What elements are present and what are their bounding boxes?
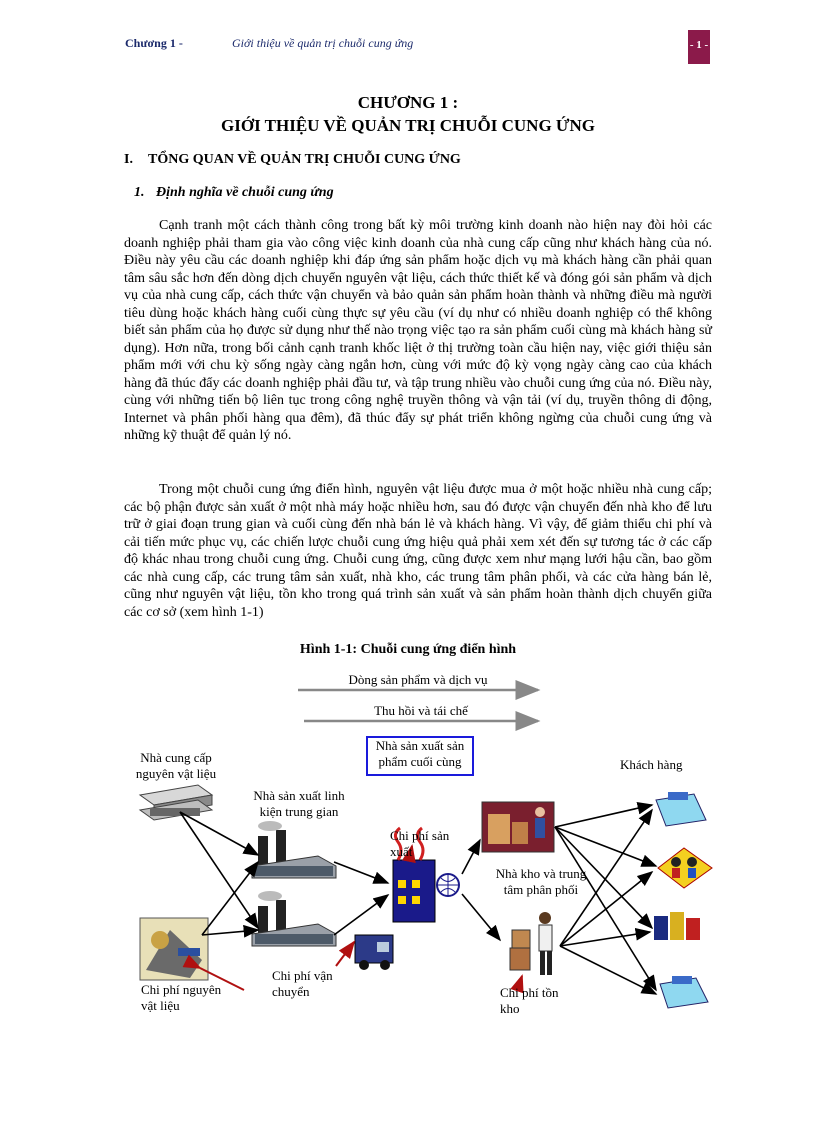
figure-title: Hình 1-1: Chuỗi cung ứng điển hình xyxy=(299,642,517,657)
inventory-worker-icon xyxy=(510,912,552,975)
paragraph-1: Cạnh tranh một cách thành công trong bất kỳ môi trường kinh doanh nào hiện nay đòi hỏi các doanh nghiệp phải tham gia vào công việc kinh doanh của nhà cung cấp cũng như khách hàng của nó. Điều này yêu cầu các doanh nghiệp khi đáp ứng sản phẩm hoặc dịch vụ mà khách hàng cần phải quan tâm sâu sắc hơn đến dòng dịch chuyển nguyên vật liệu, cách thức thiết kế và đóng gói sản phẩm và dịch vụ của nhà cung cấp, cách thức vận chuyển và bảo quản sản phẩm hoàn thành và những điều mà người tiêu dùng hoặc khách hàng cuối cùng thực sự yêu cầu (ví dụ như có nhiều doanh nghiệp có thể không biết sản phẩm của họ được sử dụng như thế nào trọng việc tạo ra sản phẩm cuối cùng mà khách hàng sử dụng). Hơn nữa, trong bối cảnh cạnh tranh khốc liệt ở thị trường toàn cầu hiện nay, việc giới thiệu sản phẩm mới với chu kỳ sống ngày càng ngắn hơn, cùng với mức độ kỳ vọng ngày càng cao của khách hàng đã thúc đẩy các doanh nghiệp phải đầu tư, và tập trung nhiều vào chuỗi cung ứng của nó. Điều này, cùng với những tiến bộ liên tục trong công nghệ truyền thông và vận tải (ví dụ, truyền thông di động, Internet và phân phối hàng qua đêm), đã thúc đẩy sự phát triển không ngừng của chuỗi cung ứng và những kỹ thuật để quản lý nó. xyxy=(124,218,712,443)
factory-icon-bottom xyxy=(252,891,336,946)
final-producer-box: Nhà sản xuất sản phẩm cuối cùng xyxy=(366,736,474,776)
cash-register-icon-1 xyxy=(656,792,706,826)
raw-materials-icon xyxy=(140,918,208,980)
factory-icon-top xyxy=(252,821,336,878)
warehouse-icon xyxy=(482,802,554,852)
subsection-title: Định nghĩa về chuỗi cung ứng xyxy=(156,185,334,200)
header-chapter: Chương 1 - xyxy=(125,36,183,50)
chapter-number: CHƯƠNG 1 : xyxy=(357,93,459,112)
customers-label: Khách hàng xyxy=(620,757,683,772)
truck-icon xyxy=(355,935,393,970)
steel-beam-icon xyxy=(140,785,212,820)
transport-cost-label: Chi phí vận chuyển xyxy=(272,968,333,999)
section-title: TỔNG QUAN VỀ QUẢN TRỊ CHUỖI CUNG ỨNG xyxy=(148,152,461,167)
production-cost-label: Chi phí sản xuất xyxy=(390,828,450,859)
chapter-title: GIỚI THIỆU VỀ QUẢN TRỊ CHUỖI CUNG ỨNG xyxy=(221,116,595,135)
subsection-number: 1. xyxy=(134,185,145,200)
component-maker-label: Nhà sản xuất linh kiện trung gian xyxy=(253,788,345,819)
warehouse-label: Nhà kho và trung tâm phân phối xyxy=(495,866,587,897)
inventory-cost-label: Chi phí tồn kho xyxy=(500,985,559,1016)
paragraph-2: Trong một chuỗi cung ứng điển hình, nguyên vật liệu được mua ở một hoặc nhiều nhà cung cấp; các bộ phận được sản xuất ở một nhà máy hoặc nhiều hơn, sau đó được vận chuyển đến nhà kho để lưu trữ ở giai đoạn trung gian và cuối cùng đến nhà bán lẻ và khách hàng. Vì vậy, để giảm thiểu chi phí và cải tiến mức phục vụ, các chiến lược chuỗi cung ứng hiệu quả phải xem xét đến sự tương tác ở các cấp độ khác nhau trong chuỗi cung ứng. Chuỗi cung ứng, cũng được xem như mạng lưới hậu cần, bao gồm các nhà cung cấp, các trung tâm sản xuất, nhà kho, các trung tâm phân phối, và các cửa hàng bán lẻ, cũng như nguyên vật liệu, tồn kho trong quá trình sản xuất và sản phẩm hoàn thành dịch chuyển giữa các cơ sở (xem hình 1-1) xyxy=(124,482,712,620)
section-number: I. xyxy=(124,152,133,167)
customers-group-icon xyxy=(658,848,712,888)
backward-flow-label: Thu hồi và tái chế xyxy=(374,703,468,718)
forward-flow-label: Dòng sản phẩm và dịch vụ xyxy=(348,672,488,687)
page-number-badge: - 1 - xyxy=(688,30,710,64)
material-cost-label: Chi phí nguyên vật liệu xyxy=(141,982,222,1013)
header-title: Giới thiệu về quản trị chuỗi cung ứng xyxy=(232,36,414,50)
shopping-bags-icon xyxy=(654,912,700,940)
supplier-label: Nhà cung cấp nguyên vật liệu xyxy=(135,750,217,781)
cash-register-icon-2 xyxy=(660,976,708,1008)
